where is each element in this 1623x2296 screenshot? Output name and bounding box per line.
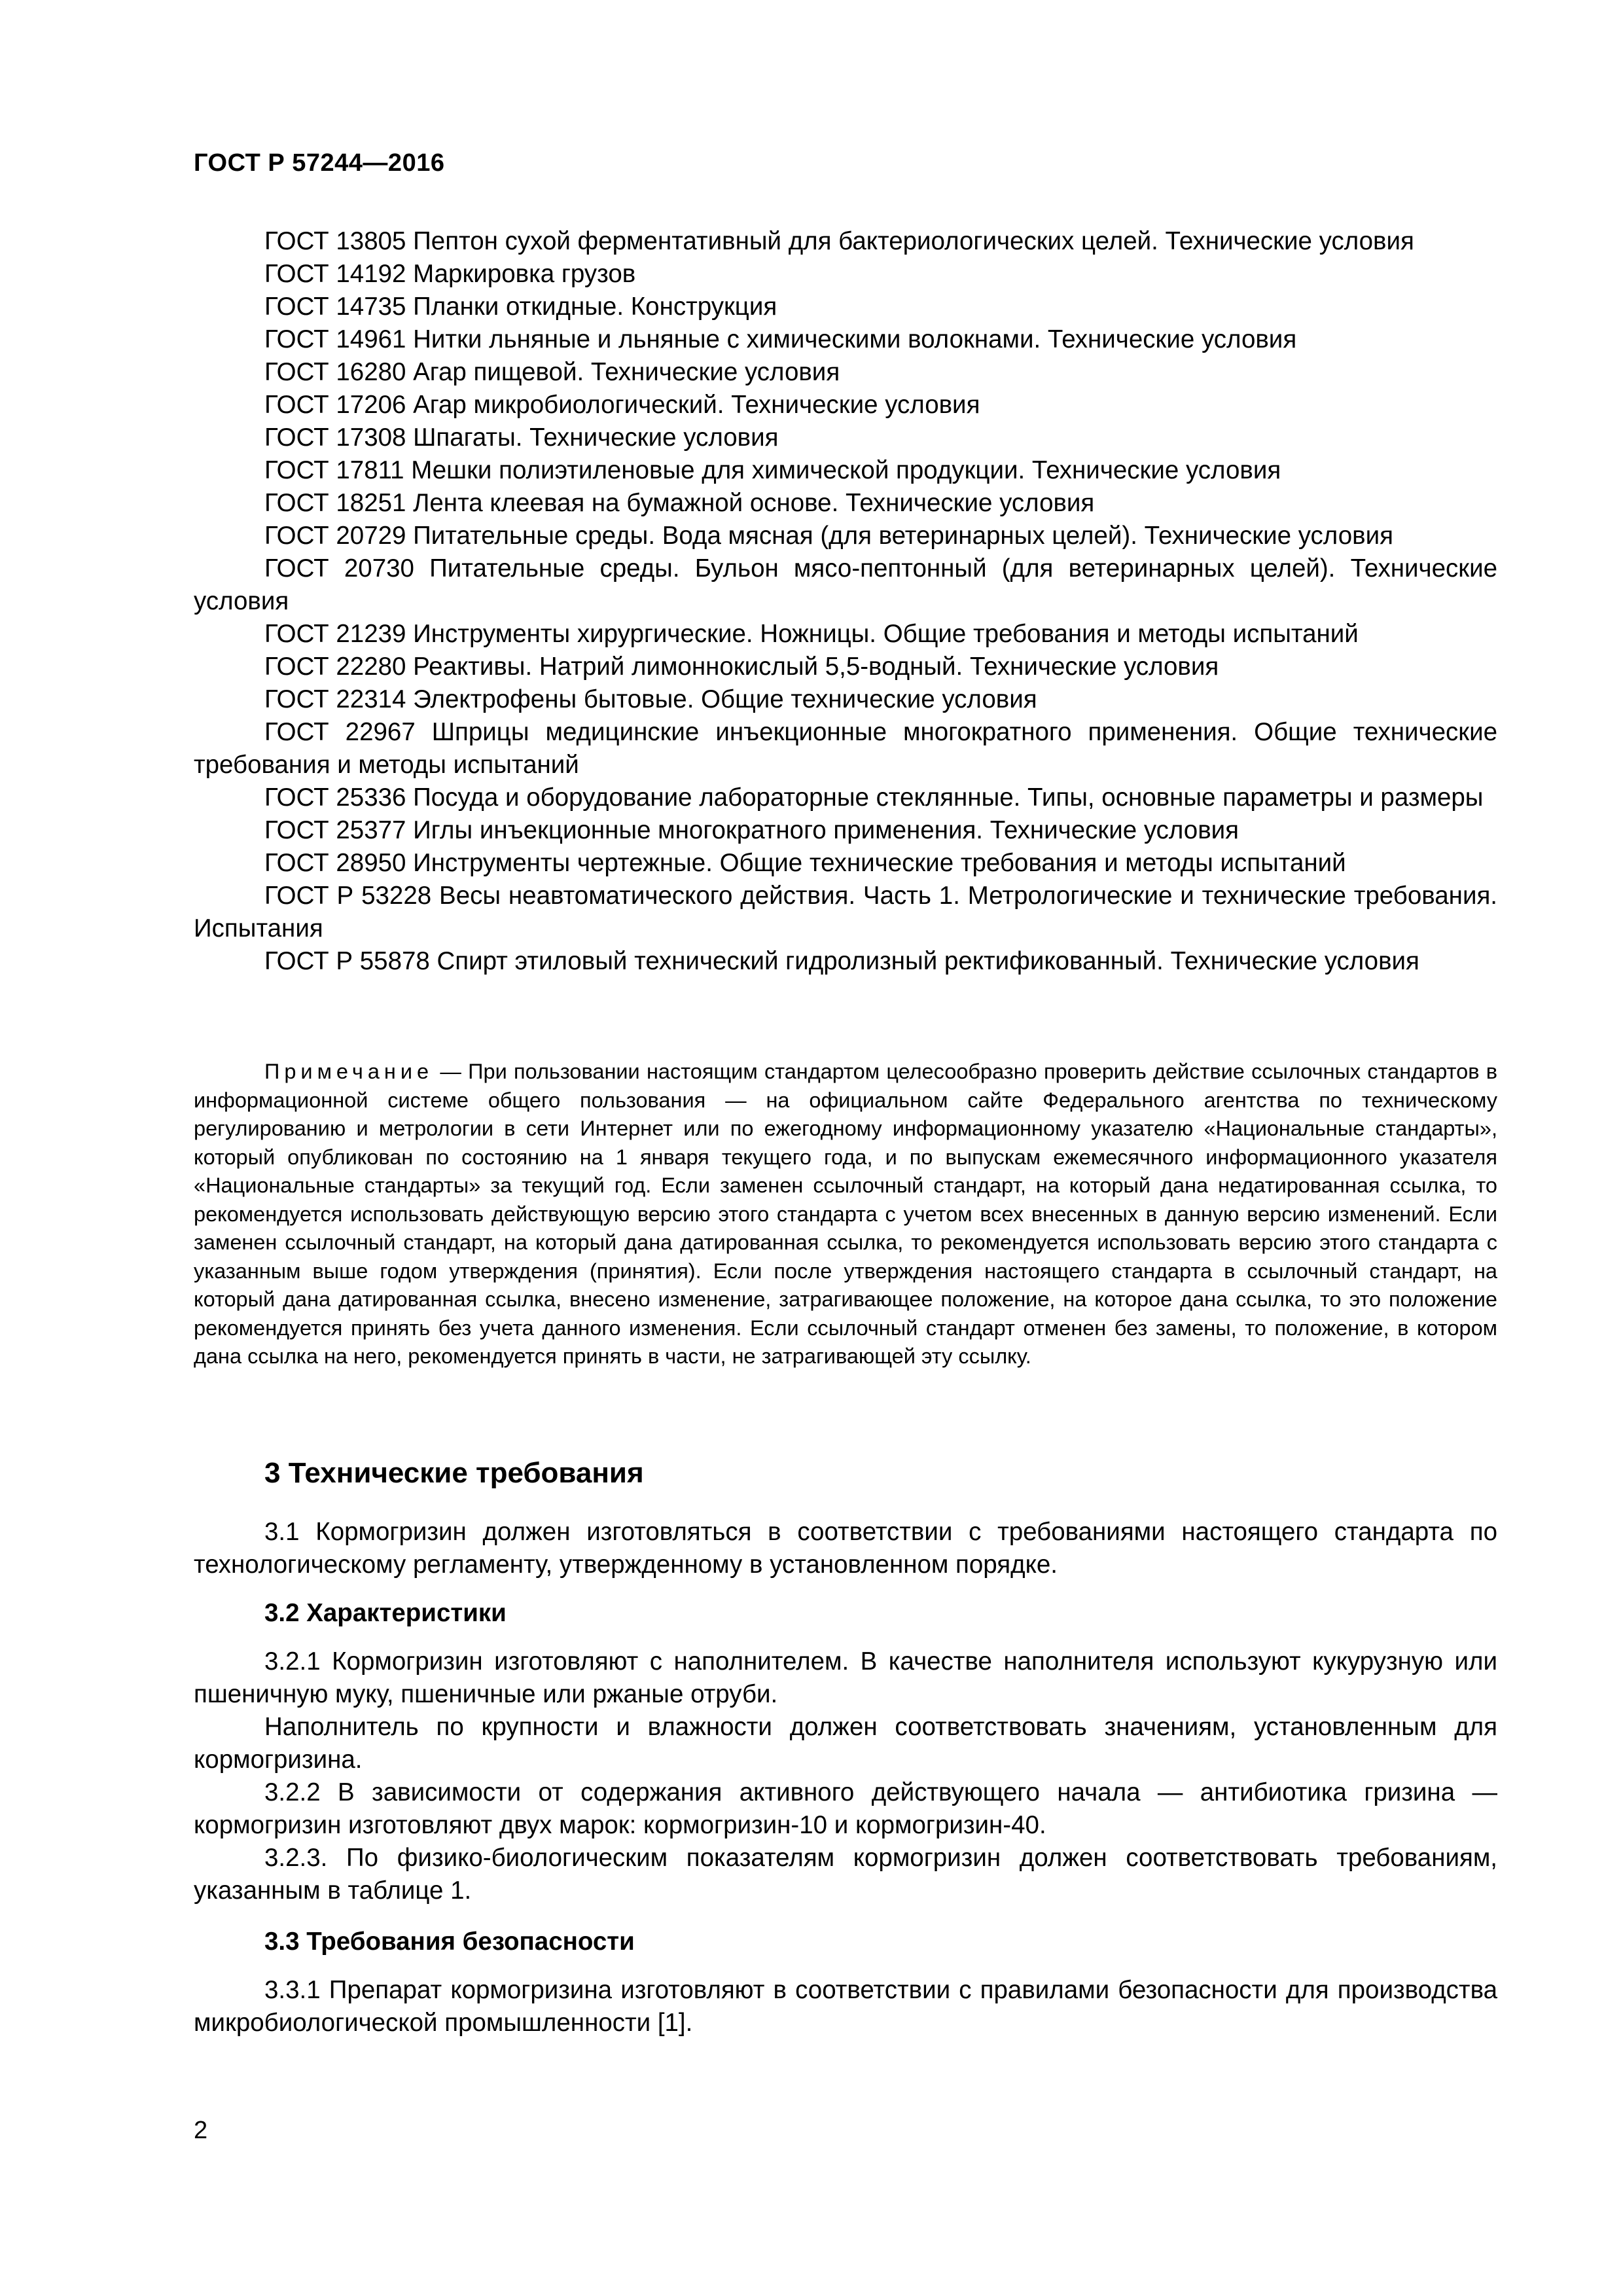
note-text: При пользовании настоящим стандартом целесообразно проверить действие ссылочных стандартов в информационной системе общего пользования — на официальном сайте Федерального агентства по техническому регулированию и метрологии в сети Интернет или по ежегодному информационному указателю «Национальные стандарты», который опубликован по состоянию на 1 января текущего года, и по выпускам ежемесячного информационного указателя «Национальные стандарты» за текущий год. Если заменен ссылочный стандарт, на который дана недатированная ссылка, то рекомендуется использовать действующую версию этого стандарта с учетом всех внесенных в данную версию изменений. Если заменен ссылочный стандарт, на который дана датированная ссылка, то рекомендуется использовать версию этого стандарта с указанным выше годом утверждения (принятия). Если после утверждения настоящего стандарта в ссылочный стандарт, на который дана датированная ссылка, внесено изменение, затрагивающее положение, на которое дана ссылка, то это положение рекомендуется принять без учета данного изменения. Если ссылочный стандарт отменен без замены, то положение, в котором дана ссылка на него, рекомендуется принять в части, не затрагивающей эту ссылку. (194, 1060, 1497, 1368)
clause-3-3-1: 3.3.1 Препарат кормогризина изготовляют в соответствии с правилами безопасности для производства микробиологической промышленности [1]. (194, 1976, 1497, 2037)
reference-item: ГОСТ 14961 Нитки льняные и льняные с химическими волокнами. Технические условия (264, 325, 1297, 353)
reference-item: ГОСТ 17308 Шпагаты. Технические условия (264, 423, 779, 452)
note-dash: — (433, 1060, 469, 1083)
document-id-header: ГОСТ Р 57244—2016 (194, 149, 445, 177)
clause-3-2-2: 3.2.2 В зависимости от содержания активного действующего начала — антибиотика гризина — кормогризин изготовляют двух марок: кормогризин-10 и кормогризин-40. (194, 1778, 1497, 1839)
reference-item: ГОСТ 20729 Питательные среды. Вода мясная (для ветеринарных целей). Технические условия (264, 522, 1393, 550)
clause-3-2-1-filler: Наполнитель по крупности и влажности должен соответствовать значениям, установленным для кормогризина. (194, 1713, 1497, 1774)
clause-3-2-1: 3.2.1 Кормогризин изготовляют с наполнителем. В качестве наполнителя используют кукурузную или пшеничную муку, пшеничные или ржаные отруби. (194, 1647, 1497, 1708)
reference-item: ГОСТ 22280 Реактивы. Натрий лимоннокислый 5,5-водный. Технические условия (264, 653, 1219, 681)
subsection-3-2-heading: 3.2 Характеристики (264, 1599, 507, 1627)
page-number: 2 (194, 2117, 208, 2144)
clause-3-2-3: 3.2.3. По физико-биологическим показателям кормогризин должен соответствовать требованиям, указанным в таблице 1. (194, 1844, 1497, 1905)
reference-item: ГОСТ 22314 Электрофены бытовые. Общие технические условия (264, 685, 1037, 713)
section-3-title: 3 Технические требования (264, 1457, 644, 1489)
reference-item: ГОСТ 20730 Питательные среды. Бульон мясо-пептонный (для ветеринарных целей). Технические условия (194, 554, 1497, 615)
subsection-3-3-heading: 3.3 Требования безопасности (264, 1928, 635, 1956)
reference-item: ГОСТ 14735 Планки откидные. Конструкция (264, 293, 777, 321)
reference-item: ГОСТ 25336 Посуда и оборудование лабораторные стеклянные. Типы, основные параметры и размеры (264, 783, 1484, 812)
reference-item: ГОСТ 28950 Инструменты чертежные. Общие технические требования и методы испытаний (264, 849, 1346, 877)
reference-item: ГОСТ 16280 Агар пищевой. Технические условия (264, 358, 840, 386)
reference-item: ГОСТ 25377 Иглы инъекционные многократного применения. Технические условия (264, 816, 1239, 844)
reference-item: ГОСТ 18251 Лента клеевая на бумажной основе. Технические условия (264, 489, 1095, 517)
reference-item: ГОСТ 22967 Шприцы медицинские инъекционные многократного применения. Общие технические требования и методы испытаний (194, 718, 1497, 779)
clause-3-1: 3.1 Кормогризин должен изготовляться в соответствии с требованиями настоящего стандарта по технологическому регламенту, утвержденному в установленном порядке. (194, 1518, 1497, 1579)
reference-item: ГОСТ 17811 Мешки полиэтиленовые для химической продукции. Технические условия (264, 456, 1281, 484)
note-label: Примечание (264, 1060, 434, 1083)
reference-item: ГОСТ 21239 Инструменты хирургические. Ножницы. Общие требования и методы испытаний (264, 620, 1359, 648)
normative-references-list (194, 225, 1497, 978)
section-3-body (194, 1516, 1497, 2039)
reference-item: ГОСТ 14192 Маркировка грузов (264, 260, 636, 288)
reference-item: ГОСТ Р 55878 Спирт этиловый технический гидролизный ректификованный. Технические условия (264, 947, 1419, 975)
references-note (194, 1058, 1497, 1371)
reference-item: ГОСТ Р 53228 Весы неавтоматического действия. Часть 1. Метрологические и технические требования. Испытания (194, 882, 1497, 942)
reference-item: ГОСТ 17206 Агар микробиологический. Технические условия (264, 391, 980, 419)
reference-item: ГОСТ 13805 Пептон сухой ферментативный для бактериологических целей. Технические условия (264, 227, 1414, 255)
